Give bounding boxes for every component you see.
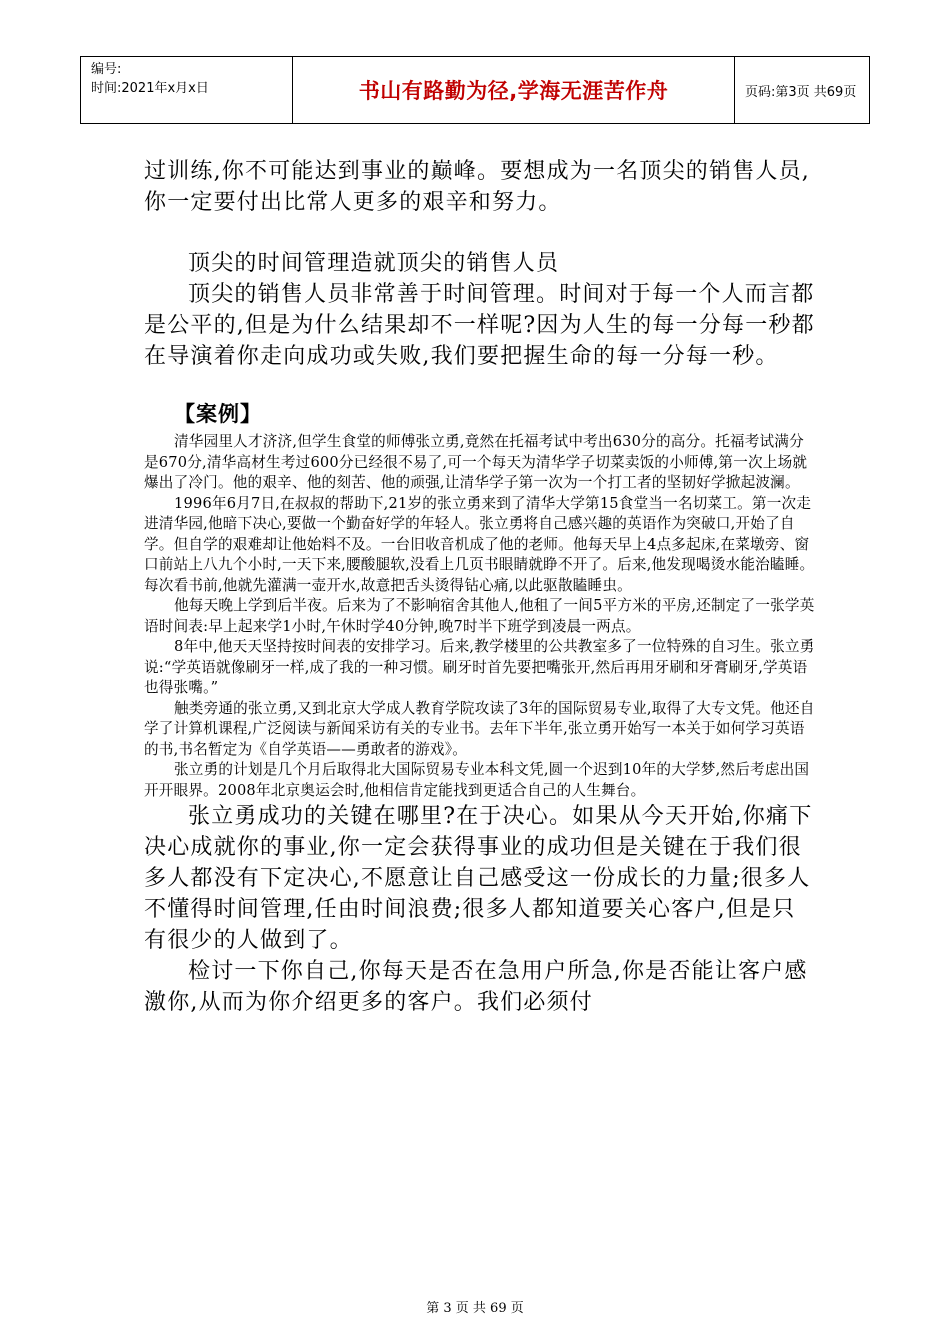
document-body — [144, 156, 816, 1018]
document-time-label: 时间:2021年x月x日 — [91, 81, 209, 96]
page-header — [80, 56, 870, 124]
case-paragraph: 8年中,他天天坚持按时间表的安排学习。后来,教学楼里的公共教室多了一位特殊的自习生。张立勇说:“学英语就像刷牙一样,成了我的一种习惯。刷牙时首先要把嘴张开,然后再用牙刷和牙膏刷牙,学英语也得张嘴。” — [144, 638, 815, 696]
spacer — [144, 218, 816, 248]
case-paragraph: 张立勇的计划是几个月后取得北大国际贸易专业本科文凭,圆一个迟到10年的大学梦,然后考虑出国开开眼界。2008年北京奥运会时,他相信肯定能找到更适合自己的人生舞台。 — [144, 761, 810, 799]
case-paragraph: 1996年6月7日,在叔叔的帮助下,21岁的张立勇来到了清华大学第15食堂当一名切菜工。第一次走进清华园,他暗下决心,要做一个勤奋好学的年轻人。张立勇将自己感兴趣的英语作为突破口,开始了自学。但自学的艰难却让他始料不及。一台旧收音机成了他的老师。他每天早上4点多起床,在菜墩旁、窗口前站上八九个小时,一天下来,腰酸腿软,没看上几页书眼睛就睁不开了。后来,他发现喝烫水能治瞌睡。每次看书前,他就先灌满一壶开水,故意把舌头烫得钻心痛,以此驱散瞌睡虫。 — [144, 494, 815, 594]
document-number-label: 编号: — [91, 62, 122, 77]
page-footer: 第 3 页 共 69 页 — [426, 1301, 524, 1316]
header-meta — [81, 57, 293, 123]
intro-paragraph: 过训练,你不可能达到事业的巅峰。要想成为一名顶尖的销售人员,你一定要付出比常人更多的艰辛和努力。 — [144, 159, 810, 215]
closing-paragraph: 检讨一下你自己,你每天是否在急用户所急,你是否能让客户感激你,从而为你介绍更多的客户。我们必须付 — [144, 959, 808, 1015]
case-paragraph: 他每天晚上学到后半夜。后来为了不影响宿舍其他人,他租了一间5平方米的平房,还制定了一张学英语时间表:早上起来学1小时,午休时学40分钟,晚7时半下班学到凌晨一两点。 — [144, 597, 815, 635]
spacer — [144, 372, 816, 398]
case-title: 【案例】 — [174, 402, 262, 426]
header-motto: 书山有路勤为径,学海无涯苦作舟 — [293, 57, 735, 123]
case-paragraph: 触类旁通的张立勇,又到北京大学成人教育学院攻读了3年的国际贸易专业,取得了大专文凭。他还自学了计算机课程,广泛阅读与新闻采访有关的专业书。去年下半年,张立勇开始写一本关于如何学习英语的书,书名暂定为《自学英语——勇敢者的游戏》。 — [144, 699, 815, 758]
section-paragraph: 顶尖的销售人员非常善于时间管理。时间对于每一个人而言都是公平的,但是为什么结果却不一样呢?因为人生的每一分每一秒都在导演着你走向成功或失败,我们要把握生命的每一分每一秒。 — [144, 282, 815, 369]
section-heading: 顶尖的时间管理造就顶尖的销售人员 — [188, 251, 560, 276]
case-paragraph: 清华园里人才济济,但学生食堂的师傅张立勇,竟然在托福考试中考出630分的高分。托福考试满分是670分,清华高材生考过600分已经很不易了,可一个每天为清华学子切菜卖饭的小师傅,第一次上场就爆出了冷门。他的艰辛、他的刻苦、他的顽强,让清华学子第一次为一个打工者的坚韧好学掀起波澜。 — [144, 433, 808, 491]
header-page-info: 页码:第3页 共69页 — [745, 84, 857, 100]
closing-paragraph: 张立勇成功的关键在哪里?在于决心。如果从今天开始,你痛下决心成就你的事业,你一定会获得事业的成功但是关键在于我们很多人都没有下定决心,不愿意让自己感受这一份成长的力量;很多人不懂得时间管理,任由时间浪费;很多人都知道要关心客户,但是只有很少的人做到了。 — [144, 804, 813, 953]
